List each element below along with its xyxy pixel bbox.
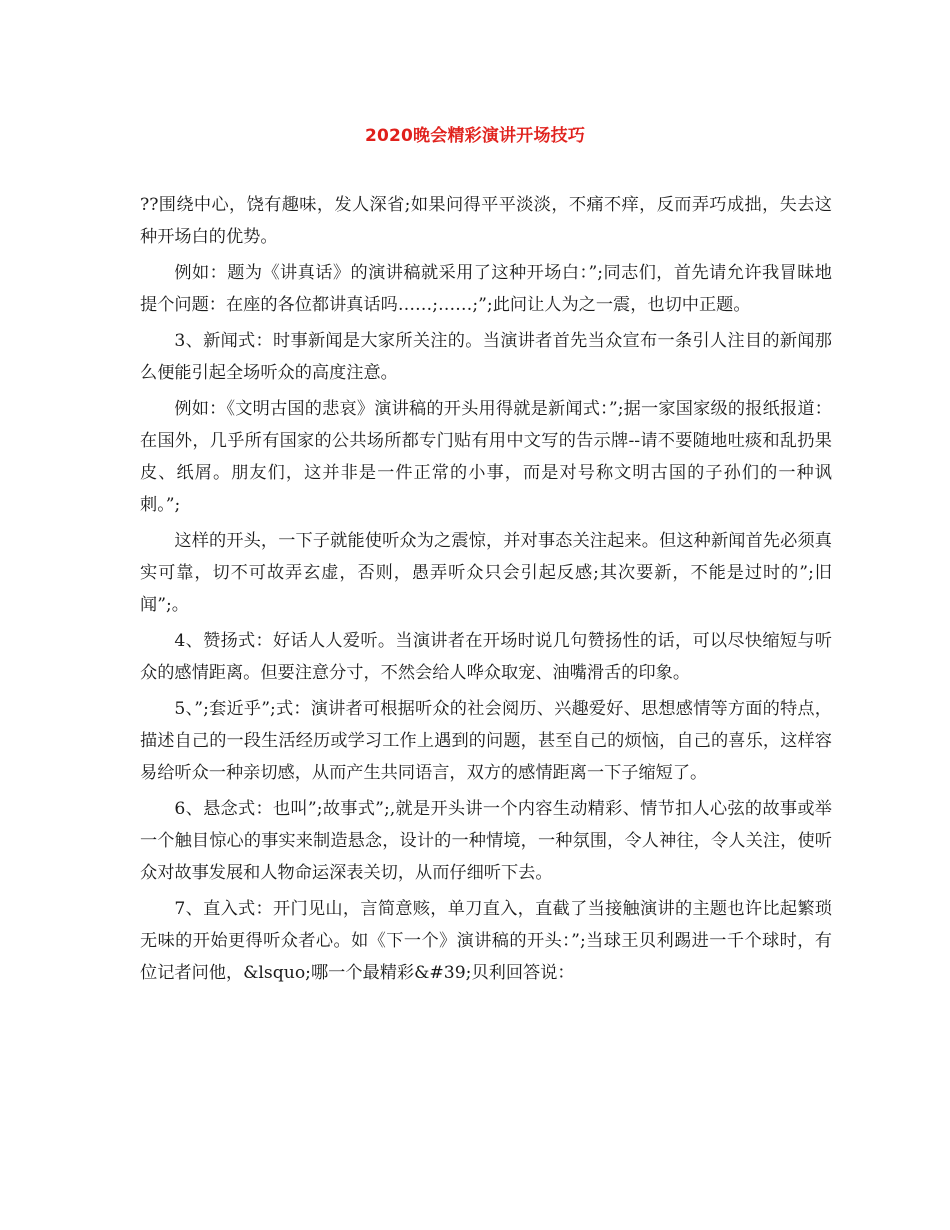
paragraph-news-note: 这样的开头，一下子就能使听众为之震惊，并对事态关注起来。但这种新闻首先必须真实可靠，切不可故弄玄虚，否则，愚弄听众只会引起反感;其次要新，不能是过时的”;旧闻”;。 <box>140 531 832 615</box>
paragraph-example-2: 例如：《文明古国的悲哀》演讲稿的开头用得就是新闻式：”;据一家国家级的报纸报道：在国外，几乎所有国家的公共场所都专门贴有用中文写的告示牌--请不要随地吐痰和乱扔果皮、纸屑。朋友们，这并非是一件正常的小事，而是对号称文明古国的子孙们的一种讽刺。”; <box>140 399 832 515</box>
paragraph-praise-style: 4、赞扬式：好话人人爱听。当演讲者在开场时说几句赞扬性的话，可以尽快缩短与听众的感情距离。但要注意分寸，不然会给人哗众取宠、油嘴滑舌的印象。 <box>140 631 832 683</box>
paragraph-example-1: 例如：题为《讲真话》的演讲稿就采用了这种开场白：”;同志们，首先请允许我冒昧地提个问题：在座的各位都讲真话吗……;……;”;此问让人为之一震，也切中正题。 <box>140 263 832 315</box>
paragraph-familiar-style: 5、”;套近乎”;式：演讲者可根据听众的社会阅历、兴趣爱好、思想感情等方面的特点，描述自己的一段生活经历或学习工作上遇到的问题，甚至自己的烦恼，自己的喜乐，这样容易给听众一种亲切感，从而产生共同语言，双方的感情距离一下子缩短了。 <box>140 699 832 783</box>
paragraph-intro: ??围绕中心，饶有趣味，发人深省;如果问得平平淡淡，不痛不痒，反而弄巧成拙，失去这种开场白的优势。 <box>140 195 832 247</box>
paragraph-suspense-style: 6、悬念式：也叫”;故事式”;,就是开头讲一个内容生动精彩、情节扣人心弦的故事或举一个触目惊心的事实来制造悬念，设计的一种情境，一种氛围，令人神往，令人关注，使听众对故事发展和人物命运深表关切，从而仔细听下去。 <box>140 799 832 883</box>
document-body <box>140 189 832 993</box>
document-title: 2020晚会精彩演讲开场技巧 <box>364 126 586 146</box>
paragraph-direct-style: 7、直入式：开门见山，言简意赅，单刀直入，直截了当接触演讲的主题也许比起繁琐无味的开始更得听众者心。如《下一个》演讲稿的开头：”;当球王贝利踢进一千个球时，有位记者问他，&lsquo;哪一个最精彩&#39;贝利回答说： <box>140 899 832 983</box>
paragraph-news-style: 3、新闻式：时事新闻是大家所关注的。当演讲者首先当众宣布一条引人注目的新闻那么便能引起全场听众的高度注意。 <box>140 331 832 383</box>
